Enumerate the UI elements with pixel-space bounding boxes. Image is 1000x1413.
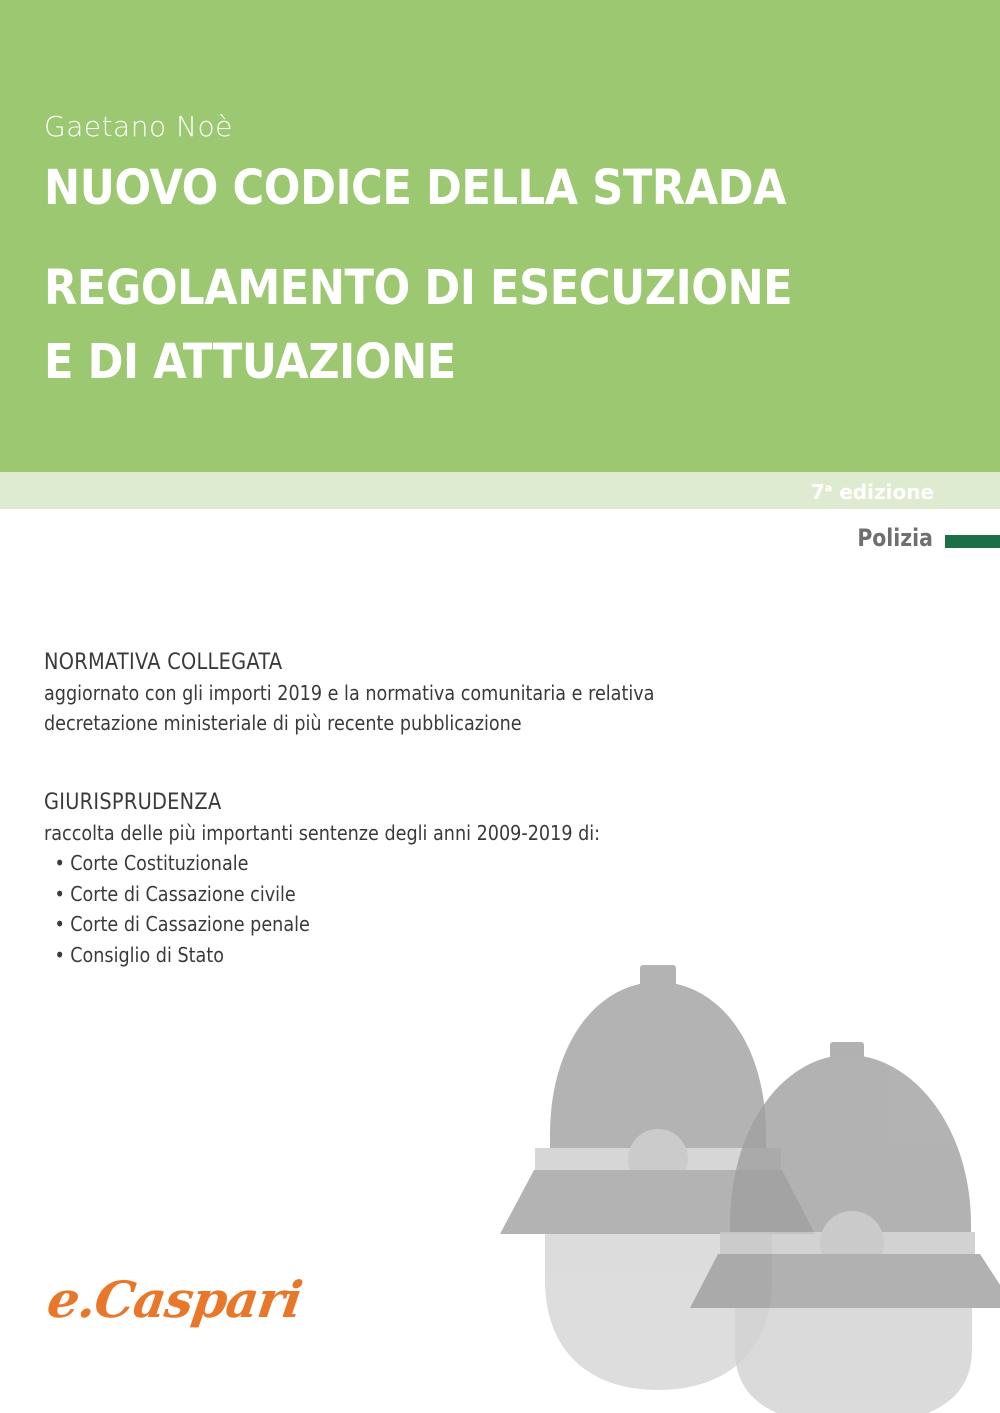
header-band: [0, 0, 1000, 472]
list-item: • Corte di Cassazione civile: [44, 879, 600, 910]
list-item: • Consiglio di Stato: [44, 940, 600, 971]
list-item: • Corte di Cassazione penale: [44, 909, 600, 940]
section-line: aggiornato con gli importi 2019 e la normativa comunitaria e relativa: [44, 681, 655, 705]
section-heading: GIURISPRUDENZA: [44, 790, 222, 815]
section-normativa: [44, 648, 654, 738]
edition-suffix: a: [824, 481, 833, 495]
author-name: Gaetano Noè: [44, 110, 233, 143]
series-bar: [945, 535, 1000, 548]
section-line: raccolta delle più importanti sentenze degli anni 2009-2019 di:: [44, 821, 601, 845]
edition-word: edizione: [839, 480, 934, 504]
edition-label: [811, 480, 934, 504]
title-line-3: E DI ATTUAZIONE: [44, 334, 456, 390]
publisher-logo: e.Caspari: [43, 1270, 306, 1329]
title-line-2: REGOLAMENTO DI ESECUZIONE: [44, 260, 793, 316]
section-line: decretazione ministeriale di più recente pubblicazione: [44, 711, 522, 735]
section-giurisprudenza: [44, 788, 600, 970]
edition-number: 7: [810, 480, 825, 504]
list-item: • Corte Costituzionale: [44, 848, 600, 879]
title-line-1: NUOVO CODICE DELLA STRADA: [44, 160, 787, 216]
police-helmets-illustration: [490, 950, 1000, 1413]
section-heading: NORMATIVA COLLEGATA: [44, 650, 283, 675]
series-label: Polizia: [857, 524, 933, 552]
